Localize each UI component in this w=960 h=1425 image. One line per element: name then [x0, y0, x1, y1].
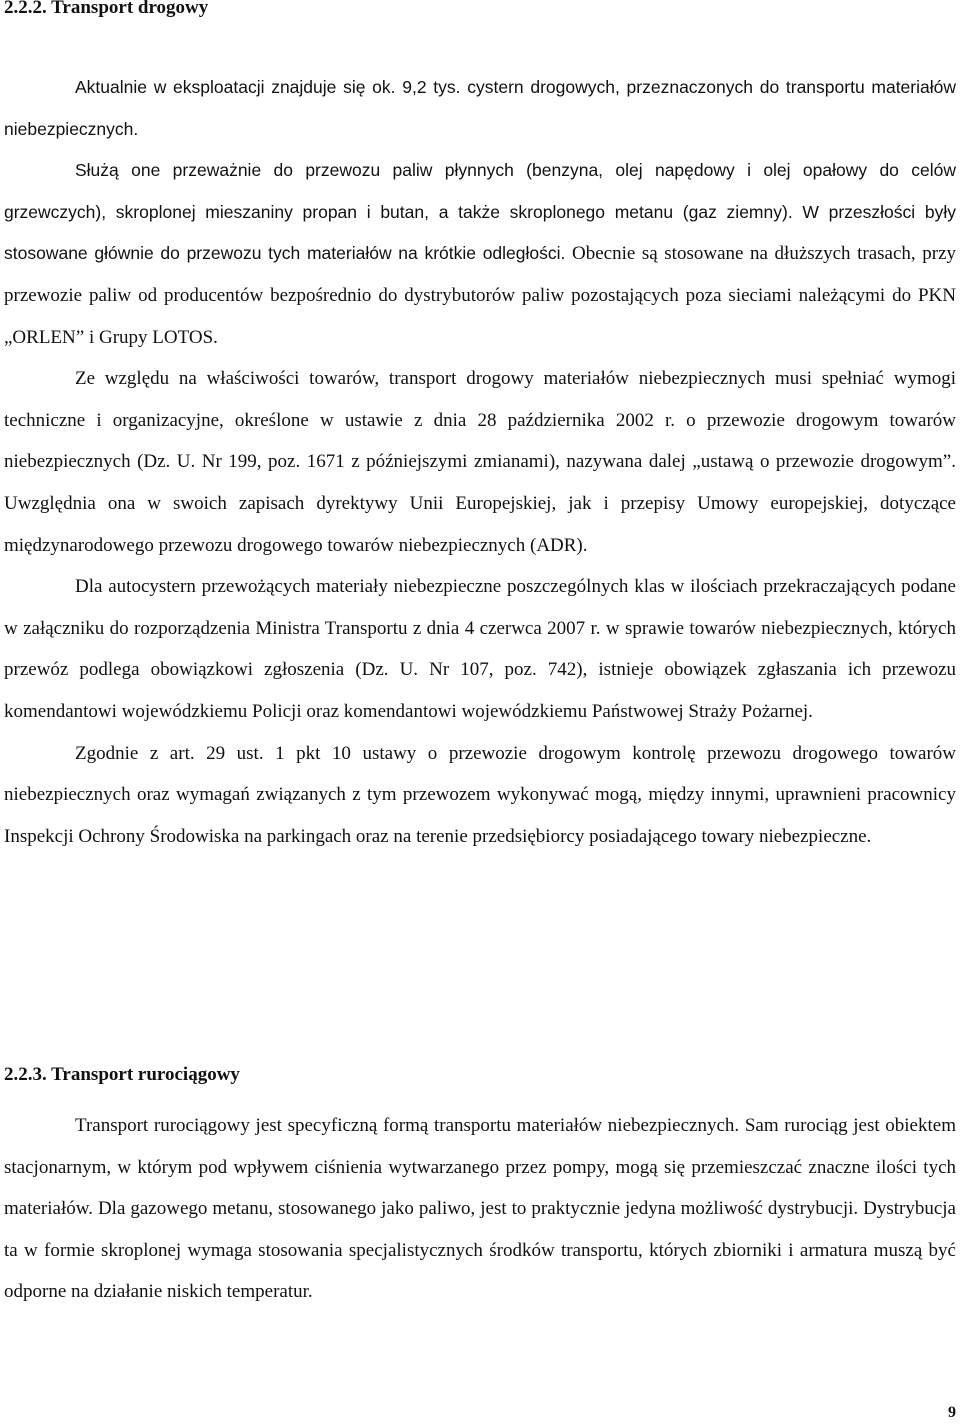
page-number: 9 [948, 1404, 956, 1421]
section-heading-pipeline-transport: 2.2.3. Transport rurociągowy [4, 1064, 240, 1085]
pipeline-transport-body [4, 1105, 956, 1313]
paragraph-usage [4, 150, 956, 358]
road-transport-body [4, 67, 956, 857]
paragraph-inspection: Zgodnie z art. 29 ust. 1 pkt 10 ustawy o przewozie drogowym kontrolę przewozu drogowego towarów niebezpiecznych oraz wymagań związanych z tym przewozem wykonywać mogą, między innymi, uprawnieni pracownicy Inspekcji Ochrony Środowiska na parkingach oraz na terenie przedsiębiorcy posiadającego towary niebezpieczne. [4, 742, 956, 847]
paragraph-usage-part2: Obecnie są stosowane na dłuższych trasach, przy przewozie paliw od producentów bezpośrednio do dystrybutorów paliw pozostających poza sieciami należącymi do PKN „ORLEN” i Grupy LOTOS. [4, 243, 957, 348]
section-heading-road-transport: 2.2.2. Transport drogowy [4, 0, 209, 18]
paragraph-usage-part1: Służą one przeważnie do przewozu paliw płynnych (benzyna, olej napędowy i olej opałowy do celów grzewczych), skroplonej mieszaniny propan i butan, a także skroplonego metanu (gaz ziemny). W przeszłości były stosowane głównie do przewozu tych materiałów na krótkie odległości. [4, 160, 956, 264]
paragraph-notification: Dla autocystern przewożących materiały niebezpieczne poszczególnych klas w ilościach przekraczających podane w załączniku do rozporządzenia Ministra Transportu z dnia 4 czerwca 2007 r. w sprawie towarów niebezpiecznych, których przewóz podlega obowiązkowi zgłoszenia (Dz. U. Nr 107, poz. 742), istnieje obowiązek zgłaszania ich przewozu komendantowi wojewódzkiemu Policji oraz komendantowi wojewódzkiemu Państwowej Straży Pożarnej. [4, 576, 956, 722]
paragraph-tanker-count: Aktualnie w eksploatacji znajduje się ok. 9,2 tys. cystern drogowych, przeznaczonych do transportu materiałów niebezpiecznych. [4, 77, 956, 139]
paragraph-regulations: Ze względu na właściwości towarów, transport drogowy materiałów niebezpiecznych musi spełniać wymogi techniczne i organizacyjne, określone w ustawie z dnia 28 października 2002 r. o przewozie drogowym towarów niebezpiecznych (Dz. U. Nr 199, poz. 1671 z późniejszymi zmianami), nazywana dalej „ustawą o przewozie drogowym”. Uwzględnia ona w swoich zapisach dyrektywy Unii Europejskiej, jak i przepisy Umowy europejskiej, dotyczące międzynarodowego przewozu drogowego towarów niebezpiecznych (ADR). [4, 368, 956, 556]
paragraph-pipeline: Transport rurociągowy jest specyficzną formą transportu materiałów niebezpiecznych. Sam rurociąg jest obiektem stacjonarnym, w którym pod wpływem ciśnienia wytwarzanego przez pompy, mogą się przemieszczać znaczne ilości tych materiałów. Dla gazowego metanu, stosowanego jako paliwo, jest to praktycznie jedyna możliwość dystrybucji. Dystrybucja ta w formie skroplonej wymaga stosowania specjalistycznych środków transportu, których zbiorniki i armatura muszą być odporne na działanie niskich temperatur. [4, 1115, 956, 1303]
